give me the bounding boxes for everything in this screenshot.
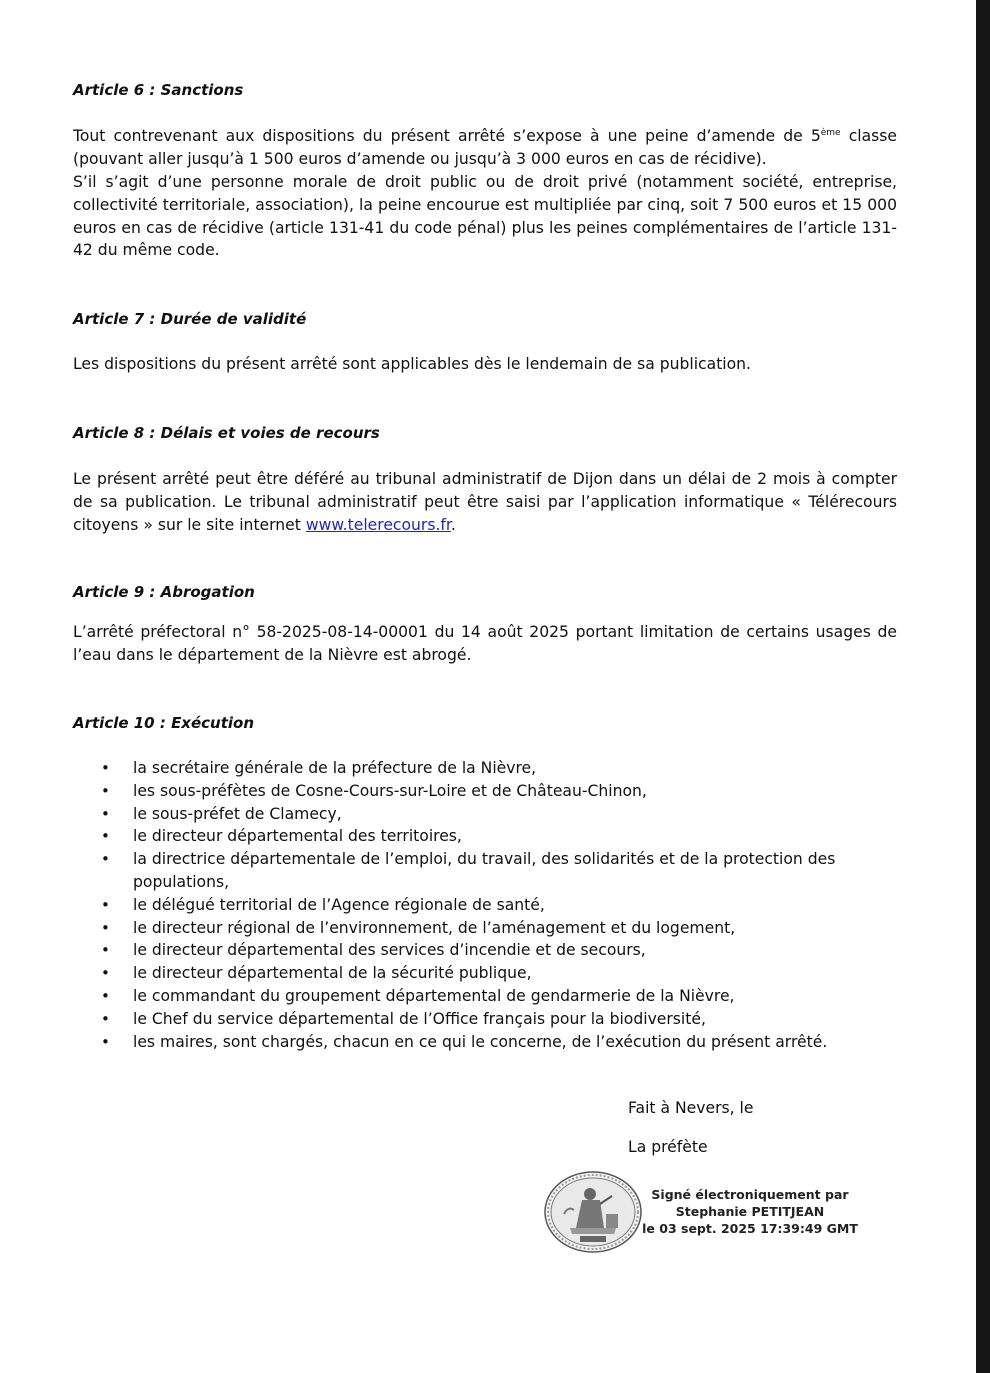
- signature-role: La préfète: [628, 1138, 708, 1156]
- article-8-paragraph: [73, 468, 897, 536]
- article-6-text-b: classe (pouvant aller jusqu’à 1 500 euros d’amende ou jusqu’à 3 000 euros en cas de récidive).: [73, 127, 897, 168]
- list-item: • le commandant du groupement départemental de gendarmerie de la Nièvre,: [73, 985, 853, 1008]
- article-7-title: Article 7 : Durée de validité: [73, 310, 307, 328]
- list-item: • le Chef du service départemental de l’Office français pour la biodiversité,: [73, 1008, 853, 1031]
- article-8-text-end: .: [450, 515, 456, 534]
- article-6-paragraph-2: S’il s’agit d’une personne morale de droit public ou de droit privé (notamment société, entreprise, collectivité territoriale, association), la peine encourue est multipliée par cinq, soit 7 500 euros et 15 000 euros en cas de récidive (article 131-41 du code pénal) plus les peines complémentaires de l’article 131-42 du même code.: [73, 173, 897, 260]
- list-item: • les maires, sont chargés, chacun en ce qui le concerne, de l’exécution du présent arrêté.: [73, 1031, 853, 1054]
- article-6-superscript: ème: [820, 128, 841, 138]
- signature-place: Fait à Nevers, le: [628, 1099, 754, 1117]
- signature-timestamp: le 03 sept. 2025 17:39:49 GMT: [642, 1221, 858, 1236]
- article-6-text-a: Tout contrevenant aux dispositions du présent arrêté s’expose à une peine d’amende de 5: [73, 127, 821, 145]
- republic-seal-icon: [542, 1170, 644, 1254]
- article-10-title: Article 10 : Exécution: [73, 714, 255, 732]
- viewer-scrollbar-edge: [976, 0, 990, 1373]
- list-item: • le directeur régional de l’environnement, de l’aménagement et du logement,: [73, 917, 853, 940]
- article-9-title: Article 9 : Abrogation: [73, 583, 255, 601]
- list-item: • les sous-préfètes de Cosne-Cours-sur-Loire et de Château-Chinon,: [73, 780, 853, 803]
- list-item: • le sous-préfet de Clamecy,: [73, 803, 853, 826]
- execution-list: [73, 757, 853, 1053]
- electronic-signature-block: [639, 1186, 861, 1237]
- telerecours-link[interactable]: www.telerecours.fr: [305, 515, 451, 534]
- signature-name: Stephanie PETITJEAN: [675, 1204, 825, 1219]
- article-6-paragraph-1: [73, 125, 897, 171]
- list-item: • le directeur départemental de la sécurité publique,: [73, 962, 853, 985]
- article-8-title: Article 8 : Délais et voies de recours: [73, 424, 380, 442]
- list-item: • le directeur départemental des services d’incendie et de secours,: [73, 939, 853, 962]
- article-6-title: Article 6 : Sanctions: [73, 81, 244, 99]
- article-9-paragraph: L’arrêté préfectoral n° 58-2025-08-14-00001 du 14 août 2025 portant limitation de certains usages de l’eau dans le département de la Nièvre est abrogé.: [73, 623, 897, 664]
- list-item: • le délégué territorial de l’Agence régionale de santé,: [73, 894, 853, 917]
- signature-line-1: Signé électroniquement par: [651, 1187, 849, 1202]
- list-item: • le directeur départemental des territoires,: [73, 825, 853, 848]
- list-item: • la directrice départementale de l’emploi, du travail, des solidarités et de la protection des populations,: [73, 848, 853, 894]
- list-item: • la secrétaire générale de la préfecture de la Nièvre,: [73, 757, 853, 780]
- article-7-paragraph: Les dispositions du présent arrêté sont applicables dès le lendemain de sa publication.: [73, 355, 752, 373]
- article-8-text: Le présent arrêté peut être déféré au tribunal administratif de Dijon dans un délai de 2 mois à compter de sa publication. Le tribunal administratif peut être saisi par l’application informatique « Télérecours citoyens » sur le site internet: [73, 470, 897, 534]
